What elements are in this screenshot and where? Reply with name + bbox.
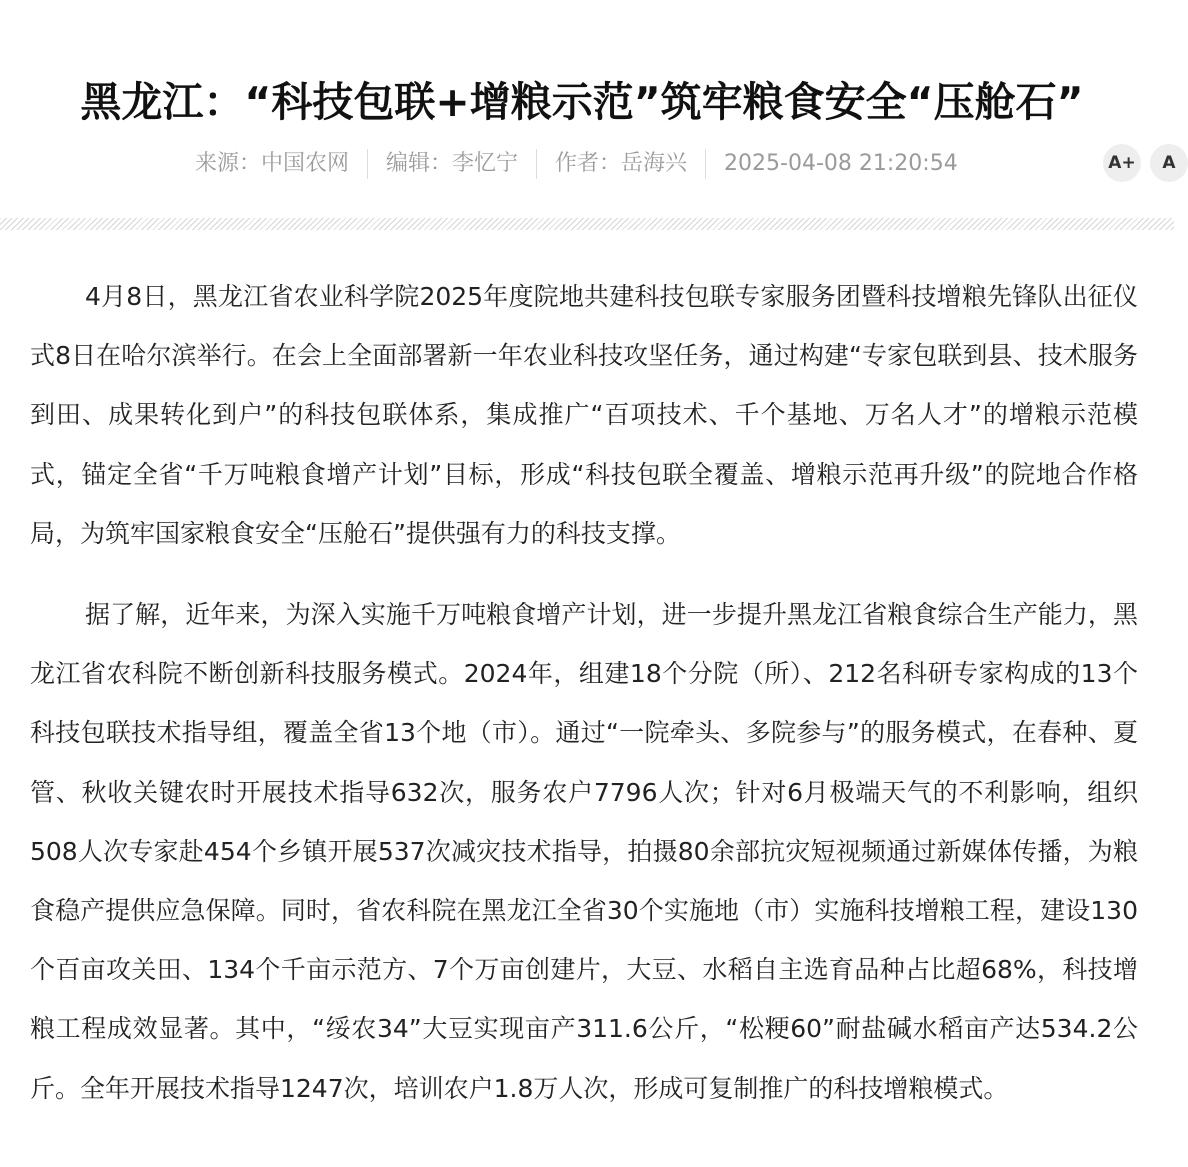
article-paragraph: 据了解，近年来，为深入实施千万吨粮食增产计划，进一步提升黑龙江省粮食综合生产能力，黑龙江省农科院不断创新科技服务模式。2024年，组建18个分院（所）、212名科研专家构成的13个科技包联技术指导组，覆盖全省13个地（市）。通过“一院牵头、多院参与”的服务模式，在春种、夏管、秋收关键农时开展技术指导632次，服务农户7796人次；针对6月极端天气的不利影响，组织508人次专家赴454个乡镇开展537次减灾技术指导，拍摄80余部抗灾短视频通过新媒体传播，为粮食稳产提供应急保障。同时，省农科院在黑龙江全省30个实施地（市）实施科技增粮工程，建设130个百亩攻关田、134个千亩示范方、7个万亩创建片，大豆、水稻自主选育品种占比超68%，科技增粮工程成效显著。其中，“绥农34”大豆实现亩产311.6公斤，“松粳60”耐盐碱水稻亩产达534.2公斤。全年开展技术指导1247次，培训农户1.8万人次，形成可复制推广的科技增粮模式。 (30, 600, 1138, 1103)
font-decrease-button[interactable]: A (1150, 144, 1188, 182)
article-meta (0, 142, 1174, 186)
meta-items (195, 142, 976, 186)
article-paragraph: 4月8日，黑龙江省农业科学院2025年度院地共建科技包联专家服务团暨科技增粮先锋队出征仪式8日在哈尔滨举行。在会上全面部署新一年农业科技攻坚任务，通过构建“专家包联到县、技术服务到田、成果转化到户”的科技包联体系，集成推广“百项技术、千个基地、万名人才”的增粮示范模式，锚定全省“千万吨粮食增产计划”目标，形成“科技包联全覆盖、增粮示范再升级”的院地合作格局，为筑牢国家粮食安全“压舱石”提供强有力的科技支撑。 (30, 282, 1138, 548)
meta-source: 来源：中国农网 (195, 151, 350, 176)
article-body (30, 267, 1138, 1140)
font-increase-button[interactable]: A+ (1103, 144, 1141, 182)
meta-editor: 编辑：李忆宁 (386, 151, 519, 176)
meta-datetime: 2025-04-08 21:20:54 (724, 151, 958, 176)
meta-author: 作者：岳海兴 (555, 151, 688, 176)
article-title: 黑龙江：“科技包联+增粮示范”筑牢粮食安全“压舱石” (80, 78, 1084, 127)
hatched-divider (0, 218, 1174, 230)
